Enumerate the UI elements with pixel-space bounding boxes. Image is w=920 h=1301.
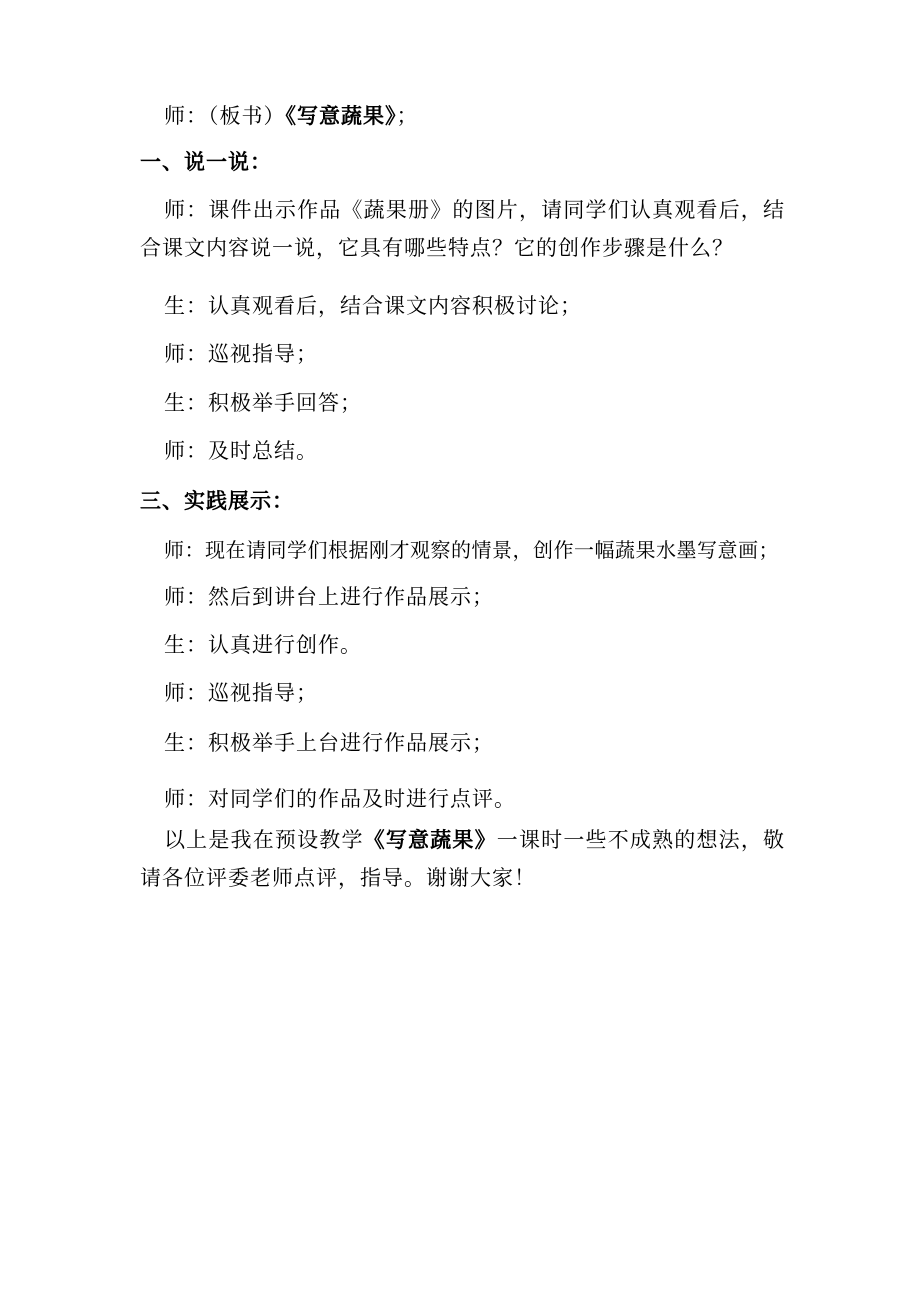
intro-line [164, 101, 419, 131]
section1-heading: 一、说一说： [140, 150, 272, 174]
section1-line-4: 师：及时总结。 [164, 439, 318, 463]
section3-line-1: 师：现在请同学们根据刚才观察的情景，创作一幅蔬果水墨写意画； [164, 538, 779, 562]
section1-teacher-prompt: 师：课件出示作品《蔬果册》的图片，请同学们认真观看后，结合课文内容说一说，它具有哪些特点？它的创作步骤是什么？ [140, 198, 785, 260]
intro-speaker: 师：（板书） [164, 104, 286, 128]
closing-part2: 一课时一些不成熟的想法，敬请各位评委老师点评，指导。谢谢大家！ [140, 828, 786, 890]
intro-title: 《写意蔬果》 [285, 103, 397, 128]
section3-line-2: 师：然后到讲台上进行作品展示； [164, 585, 494, 609]
closing-part1: 以上是我在预设教学 [164, 828, 364, 852]
section3-heading: 三、实践展示： [140, 489, 294, 513]
section3-line-3: 生：认真进行创作。 [164, 633, 362, 657]
closing-paragraph [140, 821, 785, 897]
section3-line-5: 生：积极举手上台进行作品展示； [164, 731, 494, 755]
section1-line-3: 生：积极举手回答； [164, 391, 362, 415]
section1-line-2: 师：巡视指导； [164, 342, 318, 366]
closing-title: 《写意蔬果》 [363, 827, 497, 852]
section3-line-4: 师：巡视指导； [164, 681, 318, 705]
section3-line-6: 师：对同学们的作品及时进行点评。 [164, 787, 516, 811]
section1-line-1: 生：认真观看后，结合课文内容积极讨论； [164, 294, 582, 318]
intro-suffix: ； [396, 104, 419, 128]
